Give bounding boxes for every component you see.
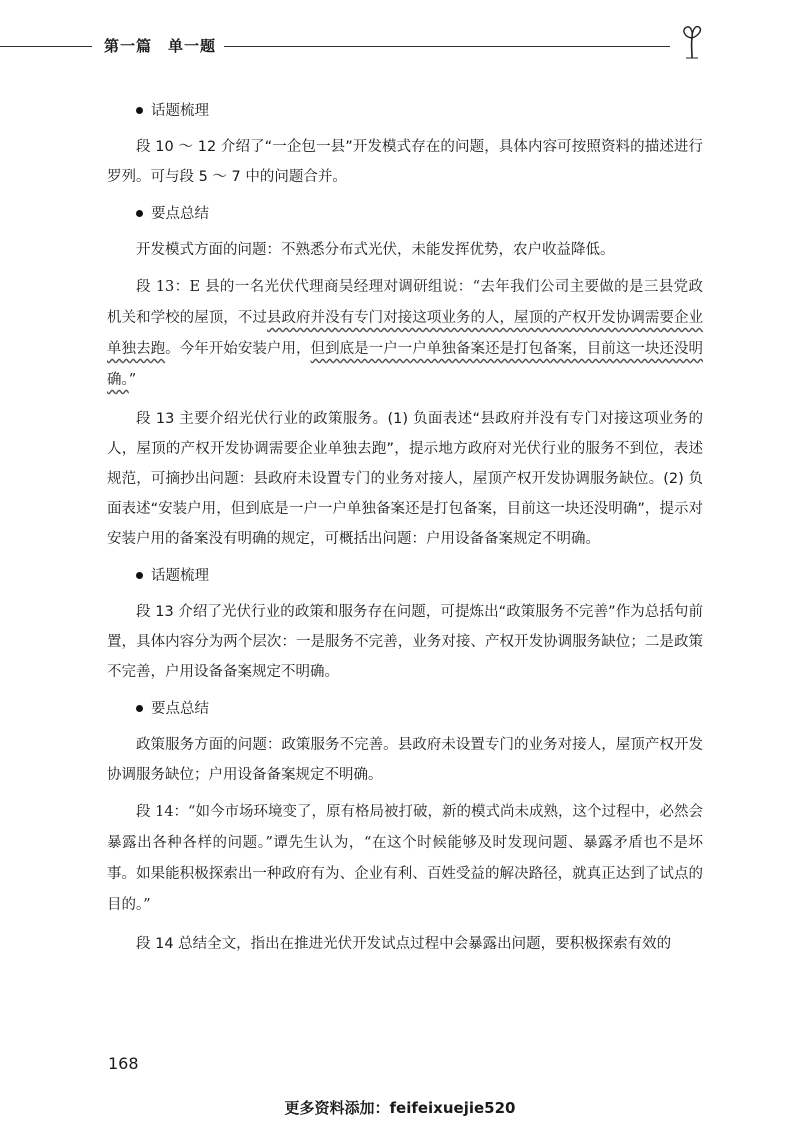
analysis-paragraph: 段 13 介绍了光伏行业的政策和服务存在问题，可提炼出“政策服务不完善”作为总括句前置，具体内容分为两个层次：一是服务不完善，业务对接、产权开发协调服务缺位；二是政策不完善，户用设备备案规定不明确。 [107, 604, 703, 680]
highlighted-phrase: 县政府并没有专门对接这项业务的人，屋顶的产权开发协调需要企业单独去跑 [107, 310, 704, 357]
running-header [0, 32, 800, 62]
section-bullet: 话题梳理 [107, 561, 703, 591]
sprout-logo-icon [676, 24, 708, 60]
analysis-paragraph: 段 10 ～ 12 介绍了“一企包一县”开发模式存在的问题，具体内容可按照资料的描述进行罗列。可与段 5 ～ 7 中的问题合并。 [107, 139, 703, 185]
section-bullet: 话题梳理 [107, 96, 703, 126]
analysis-paragraph: 段 13 主要介绍光伏行业的政策服务。(1) 负面表述“县政府并没有专门对接这项业务的人，屋顶的产权开发协调需要企业单独去跑”，提示地方政府对光伏行业的服务不到位，表述规范，可摘抄出问题：县政府未设置专门的业务对接人，屋顶产权开发协调服务缺位。(2) 负面表述“安装户用，但到底是一户一户单独备案还是打包备案，目前这一块还没明确”，提示对安装户用的备案没有明确的规定，可概括出问题：户用设备备案规定不明确。 [107, 411, 703, 547]
page-body [107, 96, 703, 966]
section-bullet: 要点总结 [107, 199, 703, 229]
bullet-dot-icon [136, 107, 143, 114]
summary-paragraph: 政策服务方面的问题：政策服务不完善。县政府未设置专门的业务对接人，屋顶产权开发协调服务缺位；户用设备备案规定不明确。 [107, 737, 703, 783]
source-quote-paragraph: 段 13：E 县的一名光伏代理商吴经理对调研组说：“去年我们公司主要做的是三县党政机关和学校的屋顶，不过县政府并没有专门对接这项业务的人，屋顶的产权开发协调需要企业单独去跑。今年开始安装户用，但到底是一户一户单独备案还是打包备案，目前这一块还没明确。” [107, 279, 704, 388]
section-bullet: 要点总结 [107, 694, 703, 724]
summary-paragraph: 开发模式方面的问题：不熟悉分布式光伏，未能发挥优势，农户收益降低。 [136, 242, 615, 258]
header-title: 第一篇 单一题 [104, 37, 217, 55]
bullet-dot-icon [136, 572, 143, 579]
page-number: 168 [108, 1054, 139, 1073]
header-rule-right [224, 46, 670, 47]
source-quote-paragraph: 段 14：“如今市场环境变了，原有格局被打破，新的模式尚未成熟，这个过程中，必然会暴露出各种各样的问题。”谭先生认为，“在这个时候能够及时发现问题、暴露矛盾也不是坏事。如果能积极探索出一种政府有为、企业有利、百姓受益的解决路径，就真正达到了试点的目的。” [107, 804, 703, 913]
bullet-dot-icon [136, 210, 143, 217]
bullet-dot-icon [136, 705, 143, 712]
footer-note: 更多资料添加：feifeixuejie520 [284, 1099, 516, 1117]
analysis-paragraph: 段 14 总结全文，指出在推进光伏开发试点过程中会暴露出问题，要积极探索有效的 [136, 936, 672, 952]
header-rule-left [0, 46, 92, 47]
highlighted-phrase: 但到底是一户一户单独备案还是打包备案，目前这一块还没明确。 [107, 341, 704, 388]
